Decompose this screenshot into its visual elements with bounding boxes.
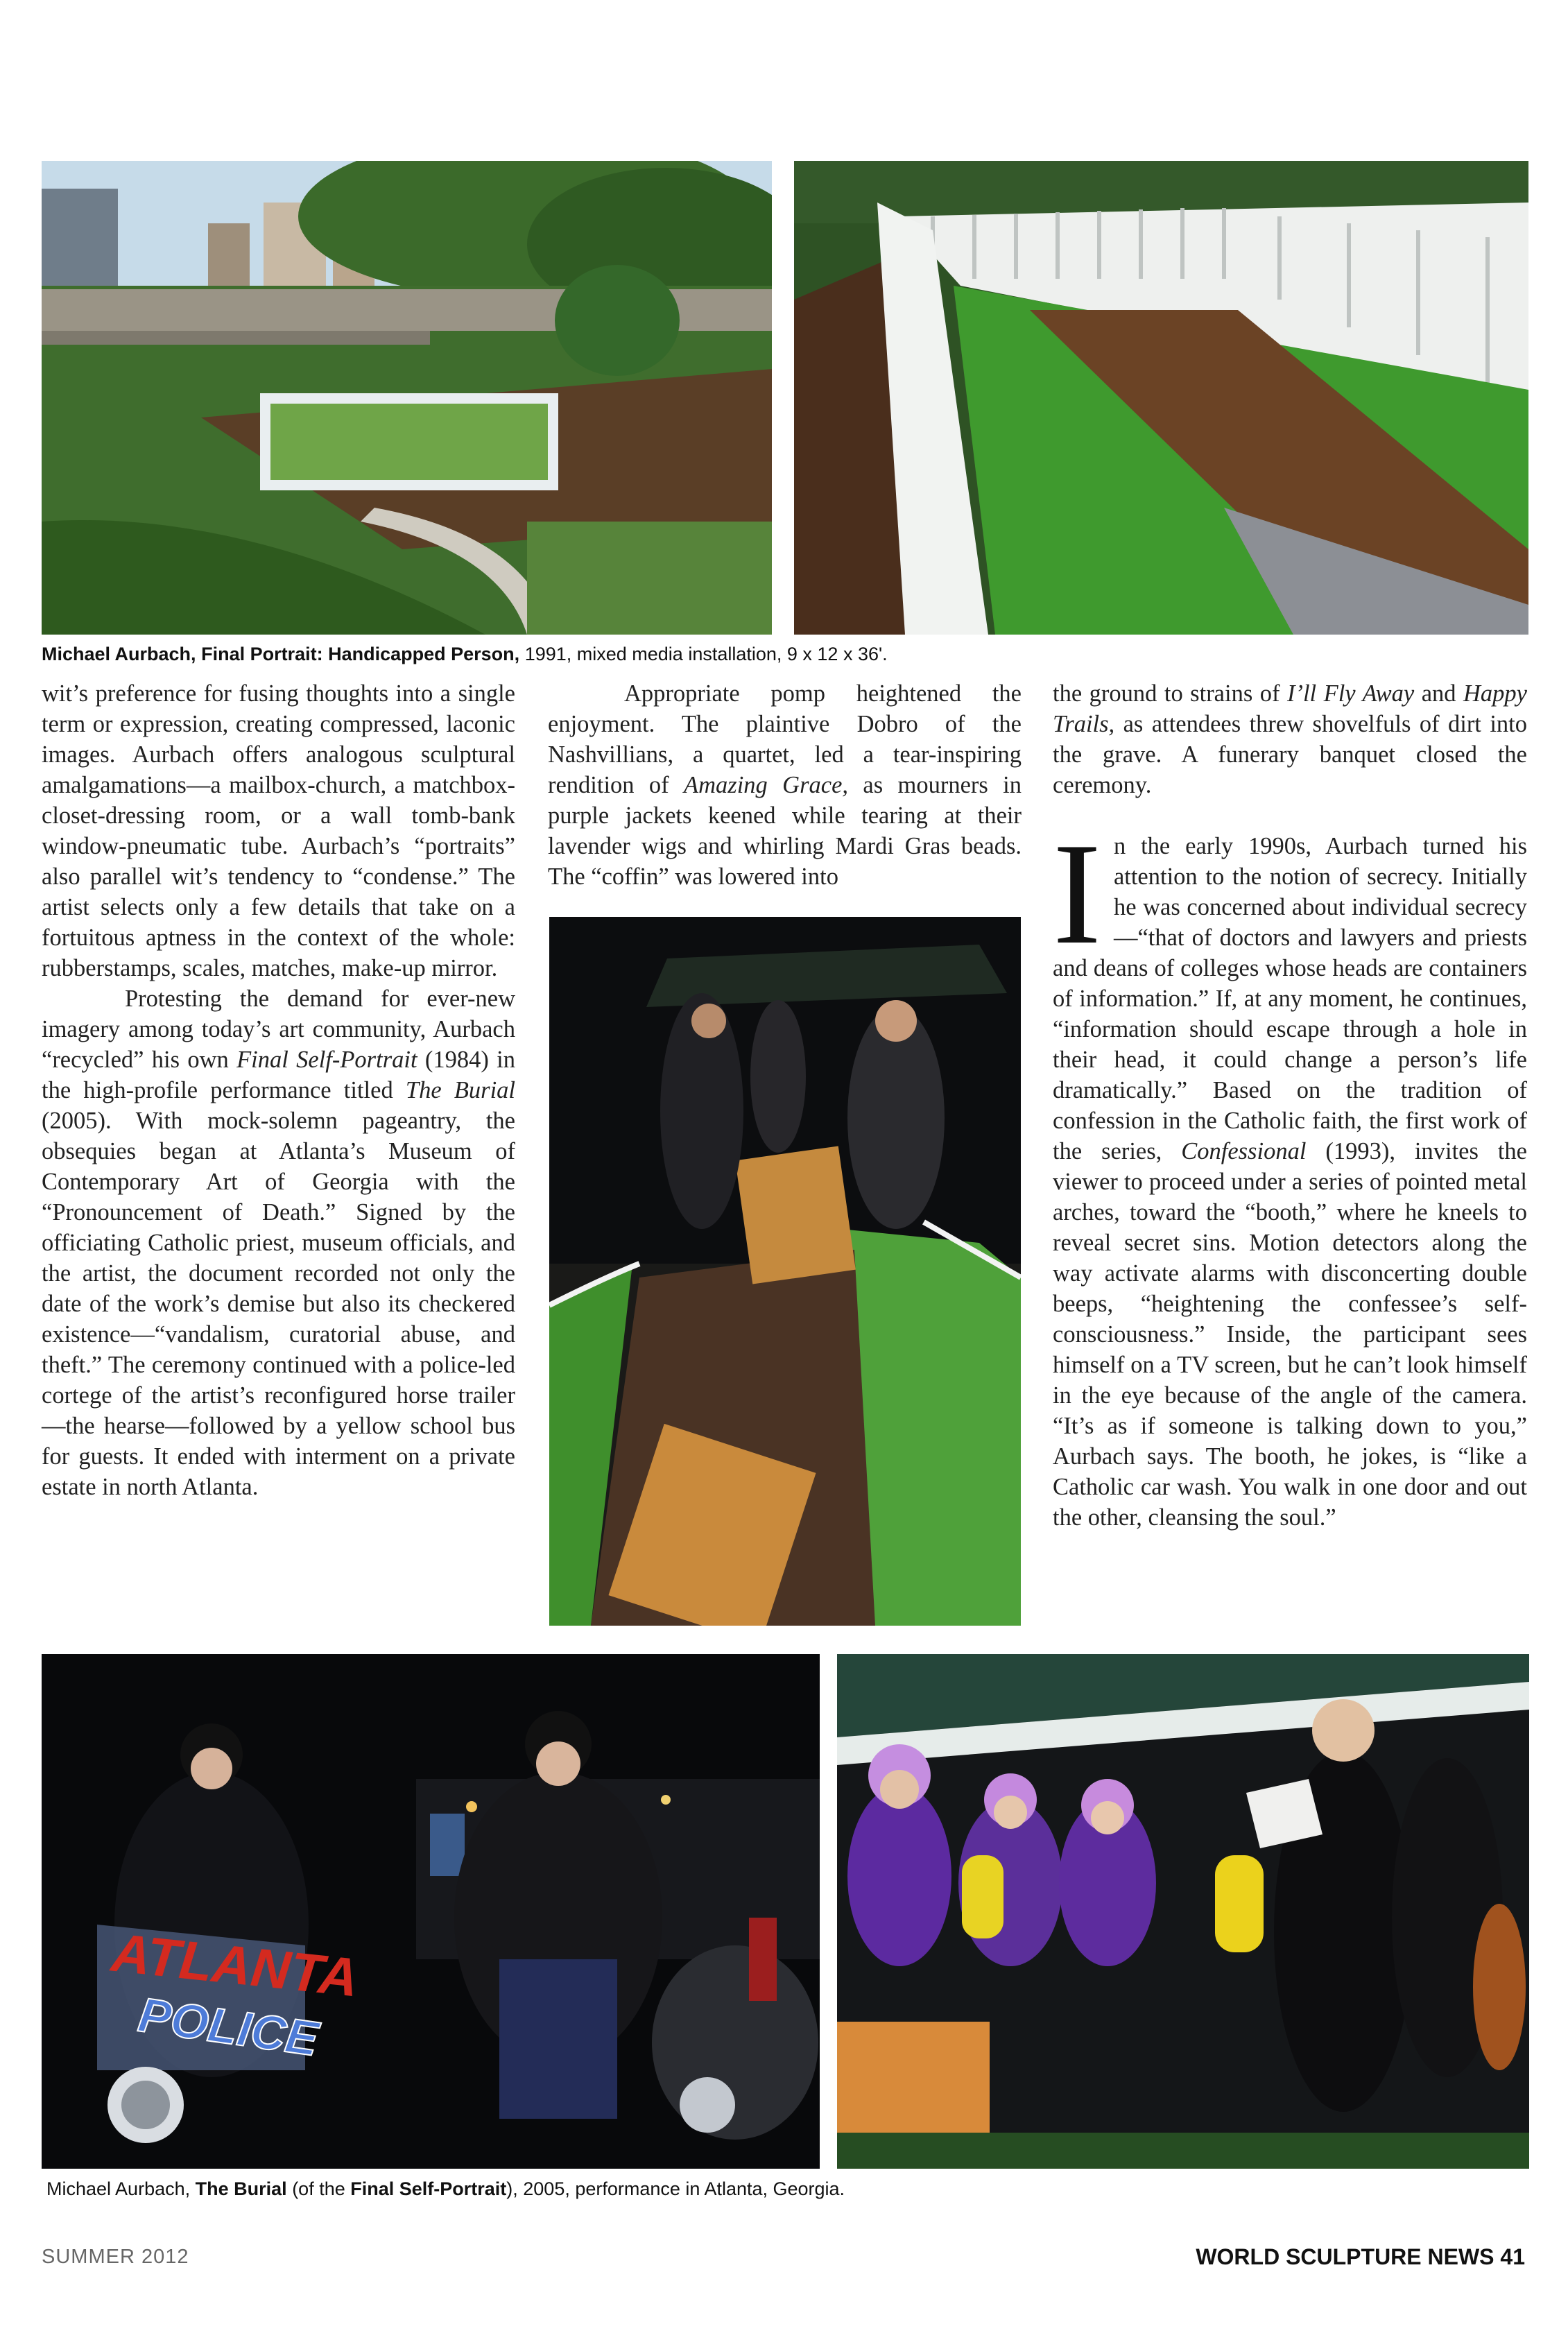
col3-p1-text-b: and: [1414, 680, 1463, 707]
text-column-3: [1053, 678, 1527, 1533]
footer-magazine-page: WORLD SCULPTURE NEWS 41: [1196, 2244, 1525, 2269]
police-windshield-text-police: POLICE: [135, 1987, 322, 2067]
police-windshield-text-atlanta: ATLANTA: [108, 1921, 361, 2009]
col1-paragraph-2: [42, 983, 515, 1502]
choir-priest-image: [837, 1654, 1529, 2169]
caption-bottom-artist: Michael Aurbach,: [46, 2178, 191, 2199]
col3-p2-title-confessional: Confessional: [1181, 1138, 1307, 1164]
col3-p1-title-happy-trails: Happy Trails,: [1053, 680, 1527, 737]
col3-p2-text-a: n the early 1990s, Aurbach turned his attention to the notion of secrecy. Initially he was concerned about individual secrecy —“that of doctors and lawyers and priests and deans of colleges whose heads are containers of information.” If, at any moment, he continues, “information should escape through a hole in their head, it could change a person’s life dramatically.” Based on the tradition of confession in the Catholic faith, the first work of the series,: [1053, 833, 1527, 1164]
caption-top-title: Final Portrait: Handicapped Person,: [201, 644, 520, 664]
col1-p2-title-the-burial: The Burial: [405, 1077, 515, 1103]
col3-p1-text-a: the ground to strains of: [1053, 680, 1287, 707]
col1-p2-text-a: Protesting the demand for ever-new imagery among today’s art community, Aurbach “recycled” his own: [42, 986, 515, 1073]
coffin-lowering-image: [549, 917, 1021, 1626]
photo-coffin-lowering: [549, 917, 1021, 1626]
caption-top: [42, 644, 888, 665]
caption-bottom: [46, 2178, 845, 2200]
caption-top-artist: Michael Aurbach,: [42, 644, 196, 664]
col3-p1-title-ill-fly-away: I’ll Fly Away: [1286, 680, 1415, 707]
col1-paragraph-1: wit’s preference for fusing thoughts into a single term or expression, creating compressed, laconic images. Aurbach offers analogous sculptural amalgamations—a mailbox-church, a matchbox-closet-dressing room, or a wall tomb-bank window-pneumatic tube. Aurbach’s “portraits” also parallel wit’s tendency to “condense.” The artist selects only a few details that take on a fortuitous aptness in the context of the whole: rubberstamps, scales, matches, make-up mirror.: [42, 680, 515, 981]
col3-p2-text-b: (1993), invites the viewer to proceed under a series of pointed metal arches, toward the “booth,” where he kneels to reveal secret sins. Motion detectors along the way activate alarms with disconcerting double beeps, “heightening the confessee’s self-consciousness.” Inside, the participant sees himself on a TV screen, but he can’t look himself in the eye because of the angle of the camera. “It’s as if someone is talking down to you,” Aurbach says. The booth, he jokes, is “like a Catholic car wash. You walk in one door and out the other, cleansing the soul.”: [1053, 1138, 1527, 1531]
photo-installation-overview: [42, 161, 772, 635]
photo-police-escort: [42, 1654, 820, 2169]
text-column-1: [42, 678, 515, 1502]
col3-paragraph-1: [1053, 678, 1527, 800]
col2-p1-text-b: as mourners in purple jackets keened while tearing at their lavender wigs and whirling Mardi Gras beads. The “coffin” was lowered into: [548, 772, 1022, 890]
col2-paragraph-1: [548, 678, 1022, 892]
footer-issue: SUMMER 2012: [42, 2246, 189, 2268]
caption-bottom-details: ), 2005, performance in Atlanta, Georgia.: [506, 2178, 845, 2199]
col2-p1-title-amazing-grace: Amazing Grace,: [684, 772, 849, 798]
col3-paragraph-2: [1053, 814, 1527, 1533]
caption-top-details: 1991, mixed media installation, 9 x 12 x 36'.: [524, 644, 888, 664]
caption-bottom-title: The Burial: [195, 2178, 287, 2199]
installation-overview-image: [42, 161, 772, 635]
col1-p2-text-c: (2005). With mock-solemn pageantry, the obsequies began at Atlanta’s Museum of Contemporary Art of Georgia with the “Pronouncement of Death.” Signed by the officiating Catholic priest, museum officials, and the artist, the document recorded not only the date of the work’s demise but also its checkered existence—“vandalism, curatorial abuse, and theft.” The ceremony continued with a police-led cortege of the artist’s reconfigured horse trailer—the hearse—followed by a yellow school bus for guests. It ended with interment on a private estate in north Atlanta.: [42, 1108, 515, 1500]
caption-bottom-subtitle: Final Self-Portrait: [350, 2178, 507, 2199]
photo-grave-closeup: [794, 161, 1528, 635]
photo-choir-priest: [837, 1654, 1529, 2169]
col1-p2-text-b: (1984) in the high-profile performance titled: [42, 1047, 515, 1103]
col3-p1-text-c: as attendees threw shovelfuls of dirt into the grave. A funerary banquet closed the ceremony.: [1053, 711, 1527, 798]
col2-p1-text-a: Appropriate pomp heightened the enjoyment. The plaintive Dobro of the Nashvillians, a quartet, led a tear-inspiring rendition of: [548, 680, 1022, 798]
caption-bottom-of: (of the: [292, 2178, 345, 2199]
police-escort-image: [42, 1654, 820, 2169]
grave-closeup-image: [794, 161, 1528, 635]
text-column-2: [548, 678, 1022, 892]
drop-cap: I: [1053, 814, 1101, 974]
col1-p2-title-final-self-portrait: Final Self-Portrait: [236, 1047, 417, 1073]
